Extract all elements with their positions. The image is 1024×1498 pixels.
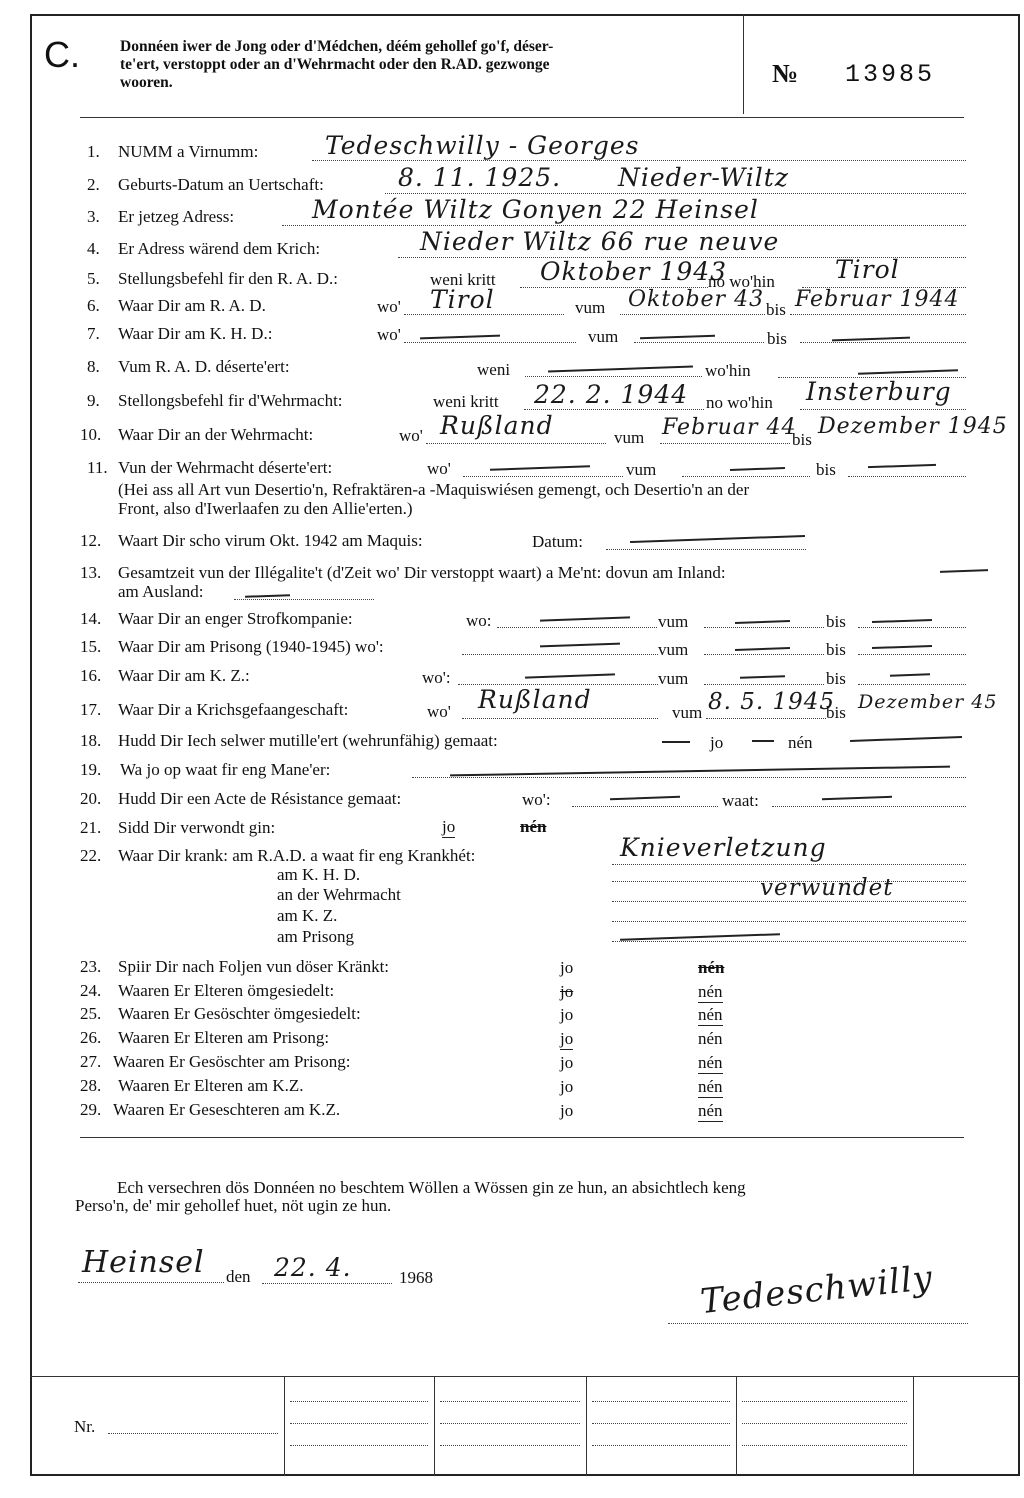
q17-where-line (462, 718, 658, 719)
q7-to-line (800, 342, 966, 343)
signature-sign-line (668, 1323, 968, 1324)
q6-to[interactable]: Februar 1944 (795, 287, 960, 312)
q23-nen[interactable]: nén (698, 958, 725, 977)
q5-nowohin-label: no wo'hin (708, 272, 775, 291)
q7-number: 7. (87, 324, 100, 343)
q3-answer-line (282, 225, 966, 226)
q14-label: Waar Dir an enger Strofkompanie: (118, 609, 353, 628)
q5-when[interactable]: Oktober 1943 (540, 257, 728, 286)
q6-from-line (620, 314, 765, 315)
q7-vum-label: vum (588, 327, 619, 346)
q8-when-line (525, 376, 702, 377)
q1-number: 1. (87, 142, 100, 161)
q11-vum-label: vum (626, 460, 657, 479)
q25-jo[interactable]: jo (560, 1005, 574, 1024)
q18-jo-dash (662, 741, 690, 743)
q7-from-line (634, 342, 764, 343)
q6-where[interactable]: Tirol (430, 285, 495, 314)
q8-wohin-label: wo'hin (705, 361, 751, 380)
footer-nr-label: Nr. (74, 1417, 96, 1436)
q10-from[interactable]: Februar 44 (662, 415, 797, 440)
q23-label: Spiir Dir nach Foljen vun döser Kränkt: (118, 957, 390, 976)
q11-bis-label: bis (816, 460, 836, 479)
q18-jo: jo (710, 733, 724, 752)
header-title-line2: te'ert, verstoppt oder an d'Wehrmacht oder den R.AD. gezwonge (120, 56, 550, 73)
header-bottom-rule (80, 117, 964, 118)
q24-nen[interactable]: nén (698, 982, 723, 1001)
q10-where-line (426, 443, 606, 444)
q26-jo[interactable]: jo (560, 1029, 574, 1048)
footer-col-divider-4 (736, 1376, 737, 1476)
q8-label: Vum R. A. D. déserte'ert: (118, 357, 290, 376)
q9-where-line (800, 409, 966, 410)
q8-weni-label: weni (477, 360, 511, 379)
footer-col-divider-3 (586, 1376, 587, 1476)
q16-number: 16. (80, 666, 102, 685)
q11-number: 11. (87, 458, 108, 477)
q14-number: 14. (80, 609, 102, 628)
q7-wo-label: wo' (377, 325, 401, 344)
q3-label: Er jetzeg Adress: (118, 207, 235, 226)
q9-when[interactable]: 22. 2. 1944 (534, 380, 689, 409)
q15-from-line (704, 654, 824, 655)
signature-place-line (78, 1282, 224, 1283)
q17-vum-label: vum (672, 703, 703, 722)
q6-label: Waar Dir am R. A. D. (118, 296, 266, 315)
q22-khd-label: am K. H. D. (277, 865, 361, 884)
q6-vum-label: vum (575, 298, 606, 317)
footer-cell-line-11 (742, 1423, 907, 1424)
q16-wo-label: wo': (422, 668, 451, 687)
q29-label: Waaren Er Geseschteren am K.Z. (113, 1100, 341, 1119)
q18-label: Hudd Dir Iech selwer mutille'ert (wehrunfähig) gemaat: (118, 731, 498, 750)
q11-note-line2: Front, also d'Iwerlaafen zu den Allie'erten.) (118, 499, 413, 518)
declaration-line2: Perso'n, de' mir gehollef huet, nöt ugin ze hun. (75, 1196, 392, 1215)
signature-date[interactable]: 22. 4. (274, 1253, 352, 1282)
q29-number: 29. (80, 1100, 102, 1119)
q11-from-line (682, 476, 810, 477)
q28-number: 28. (80, 1076, 102, 1095)
q17-from-line (706, 718, 826, 719)
q21-nen[interactable]: nén (520, 817, 547, 836)
q11-label: Vun der Wehrmacht déserte'ert: (118, 458, 333, 477)
q26-label: Waaren Er Elteren am Prisong: (118, 1028, 330, 1047)
q17-number: 17. (80, 700, 102, 719)
q24-jo[interactable]: jo (560, 982, 574, 1001)
q10-bis-label: bis (792, 430, 812, 449)
q11-where-line (463, 476, 623, 477)
q21-jo[interactable]: jo (442, 817, 456, 836)
q26-nen[interactable]: nén (698, 1029, 723, 1048)
q24-number: 24. (80, 981, 102, 1000)
q14-bis-label: bis (826, 612, 846, 631)
q21-number: 21. (80, 818, 102, 837)
q2-answer-line (385, 193, 966, 194)
q2-label: Geburts-Datum an Uertschaft: (118, 175, 324, 194)
q10-wo-label: wo' (399, 426, 423, 445)
q12-label: Waart Dir scho virum Okt. 1942 am Maquis: (118, 531, 423, 550)
q15-where-line (462, 654, 658, 655)
footer-cell-line-1 (290, 1401, 428, 1402)
q14-where-line (497, 627, 657, 628)
footer-cell-line-8 (592, 1423, 730, 1424)
q13-number: 13. (80, 563, 102, 582)
header-divider (743, 14, 744, 114)
signature-year: 1968 (399, 1268, 433, 1287)
q10-vum-label: vum (614, 428, 645, 447)
q22-prisong-label: am Prisong (277, 927, 354, 946)
q28-label: Waaren Er Elteren am K.Z. (118, 1076, 304, 1095)
q6-from[interactable]: Oktober 43 (628, 287, 765, 312)
q16-label: Waar Dir am K. Z.: (118, 666, 250, 685)
q13-label: Gesamtzeit vun der Illégalite't (d'Zeit wo' Dir verstoppt waart) a Me'nt: dovun am Inland: (118, 563, 726, 582)
q2-birth-date[interactable]: 8. 11. 1925. (398, 163, 562, 192)
q8-number: 8. (87, 357, 100, 376)
q18-number: 18. (80, 731, 102, 750)
q4-label: Er Adress wärend dem Krich: (118, 239, 321, 258)
q4-answer[interactable]: Nieder Wiltz 66 rue neuve (420, 227, 780, 256)
q9-number: 9. (87, 391, 100, 410)
q10-label: Waar Dir an der Wehrmacht: (118, 425, 314, 444)
q11-to-line (848, 476, 966, 477)
footer-cell-line-4 (440, 1401, 580, 1402)
q21-label: Sidd Dir verwondt gin: (118, 818, 276, 837)
q9-when-line (524, 409, 704, 410)
signature-den-label: den (226, 1267, 251, 1286)
q16-to-line (858, 684, 966, 685)
footer-cell-line-6 (440, 1445, 580, 1446)
q20-number: 20. (80, 789, 102, 808)
q15-bis-label: bis (826, 640, 846, 659)
q9-label: Stellongsbefehl fir d'Wehrmacht: (118, 391, 343, 410)
q13-ausland-label: am Ausland: (118, 582, 204, 601)
footer-nr-line (108, 1433, 278, 1434)
q22-kz-label: am K. Z. (277, 906, 338, 925)
q12-datum-label: Datum: (532, 532, 583, 551)
q29-jo[interactable]: jo (560, 1101, 574, 1120)
q7-bis-label: bis (767, 329, 787, 348)
q1-answer[interactable]: Tedeschwilly - Georges (325, 131, 640, 160)
number-sign: № (772, 59, 799, 88)
q4-number: 4. (87, 239, 100, 258)
q22-number: 22. (80, 846, 102, 865)
footer-cell-line-9 (592, 1445, 730, 1446)
q6-number: 6. (87, 296, 100, 315)
q7-where-line (404, 342, 576, 343)
q23-number: 23. (80, 957, 102, 976)
q27-nen[interactable]: nén (698, 1053, 723, 1072)
q25-nen[interactable]: nén (698, 1005, 723, 1024)
q12-number: 12. (80, 531, 102, 550)
q12-datum-line (606, 549, 806, 550)
q3-number: 3. (87, 207, 100, 226)
q19-answer-line (412, 777, 966, 778)
q14-vum-label: vum (658, 612, 689, 631)
footer-cell-line-7 (592, 1401, 730, 1402)
q10-number: 10. (80, 425, 102, 444)
q16-vum-label: vum (658, 669, 689, 688)
q10-from-line (660, 443, 790, 444)
q9-where[interactable]: Insterburg (806, 377, 952, 406)
q9-weni-label: weni kritt (433, 392, 499, 411)
q20-label: Hudd Dir een Acte de Résistance gemaat: (118, 789, 402, 808)
q25-label: Waaren Er Gesöschter ömgesiedelt: (118, 1004, 361, 1023)
q26-number: 26. (80, 1028, 102, 1047)
q17-label: Waar Dir a Krichsgefaangeschaft: (118, 700, 349, 719)
q10-where[interactable]: Rußland (440, 411, 554, 440)
signature-date-line (262, 1283, 392, 1284)
q22-label: Waar Dir krank: am R.A.D. a waat fir eng Krankhét: (118, 846, 476, 865)
footer-cell-line-10 (742, 1401, 907, 1402)
q17-wo-label: wo' (427, 702, 451, 721)
q19-number: 19. (80, 760, 102, 779)
q22-wehrmacht-answer[interactable]: verwundet (760, 875, 894, 901)
q20-where-line (572, 806, 718, 807)
q5-number: 5. (87, 269, 100, 288)
q15-number: 15. (80, 637, 102, 656)
footer-col-divider-5 (913, 1376, 914, 1476)
q17-to[interactable]: Dezember 45 (858, 691, 998, 713)
section-letter: C. (44, 34, 80, 75)
questions-bottom-rule (80, 1137, 964, 1138)
q28-jo[interactable]: jo (560, 1077, 574, 1096)
q7-label: Waar Dir am K. H. D.: (118, 324, 273, 343)
footer-col-divider-2 (434, 1376, 435, 1476)
footer-cell-line-12 (742, 1445, 907, 1446)
q20-wo-label: wo': (522, 790, 551, 809)
q5-weni-label: weni kritt (430, 270, 496, 289)
footer-top-rule (30, 1376, 1020, 1377)
q17-bis-label: bis (826, 703, 846, 722)
form-number: 13985 (845, 60, 936, 89)
footer-cell-line-3 (290, 1445, 428, 1446)
q2-birth-place[interactable]: Nieder-Wiltz (618, 163, 789, 192)
q29-nen[interactable]: nén (698, 1101, 723, 1120)
q1-label: NUMM a Virnumm: (118, 142, 259, 161)
q6-wo-label: wo' (377, 297, 401, 316)
footer-col-divider-1 (284, 1376, 285, 1476)
q24-label: Waaren Er Elteren ömgesiedelt: (118, 981, 335, 1000)
q6-to-line (790, 314, 966, 315)
q15-vum-label: vum (658, 640, 689, 659)
q25-number: 25. (80, 1004, 102, 1023)
q11-note-line1: (Hei ass all Art vun Desertio'n, Refraktären-a -Maquiswiésen gemengt, och Desertio'n an der (118, 480, 750, 499)
q20-waat-line (772, 806, 966, 807)
q22-prisong-line (612, 941, 966, 942)
q18-nen-dash (752, 740, 774, 742)
q19-label: Wa jo op waat fir eng Mane'er: (120, 760, 331, 779)
q13-ausland-line (234, 599, 374, 600)
declaration-line1: Ech versechren dös Donnéen no beschtem Wöllen a Wössen gin ze hun, an absichtlech keng (117, 1178, 746, 1197)
q14-to-line (858, 627, 966, 628)
q3-answer[interactable]: Montée Wiltz Gonyen 22 Heinsel (312, 195, 759, 224)
q9-nowohin-label: no wo'hin (706, 393, 773, 412)
q20-waat-label: waat: (722, 791, 759, 810)
q17-from[interactable]: 8. 5. 1945 (708, 689, 836, 715)
q14-wo-label: wo: (466, 611, 492, 630)
q17-where[interactable]: Rußland (478, 685, 592, 714)
q10-to[interactable]: Dezember 1945 (818, 414, 1008, 439)
q27-number: 27. (80, 1052, 102, 1071)
q2-number: 2. (87, 175, 100, 194)
q28-nen[interactable]: nén (698, 1077, 723, 1096)
signature-handwritten[interactable]: Tedeschwilly (698, 1257, 935, 1323)
q16-bis-label: bis (826, 669, 846, 688)
q6-bis-label: bis (766, 300, 786, 319)
header-title-line1: Donnéen iwer de Jong oder d'Médchen, déém gehollef go'f, déser- (120, 38, 554, 55)
q23-jo[interactable]: jo (560, 958, 574, 977)
q1-answer-line (312, 160, 966, 161)
footer-cell-line-5 (440, 1423, 580, 1424)
q11-wo-label: wo' (427, 459, 451, 478)
q15-label: Waar Dir am Prisong (1940-1945) wo': (118, 637, 384, 656)
q6-where-line (404, 314, 564, 315)
footer-cell-line-2 (290, 1423, 428, 1424)
q27-label: Waaren Er Gesöschter am Prisong: (113, 1052, 351, 1071)
q5-where[interactable]: Tirol (835, 255, 900, 284)
header-title-line3: wooren. (120, 74, 173, 91)
signature-place[interactable]: Heinsel (82, 1245, 205, 1280)
q22-rad-answer[interactable]: Knieverletzung (620, 833, 827, 862)
q22-wehrmacht-label: an der Wehrmacht (277, 885, 401, 904)
q27-jo[interactable]: jo (560, 1053, 574, 1072)
q22-rad-line (612, 864, 966, 865)
q18-nen: nén (788, 733, 813, 752)
q22-kz-line (612, 921, 966, 922)
q15-to-line (858, 654, 966, 655)
q5-label: Stellungsbefehl fir den R. A. D.: (118, 269, 339, 288)
q16-from-line (704, 684, 824, 685)
q14-from-line (704, 627, 824, 628)
